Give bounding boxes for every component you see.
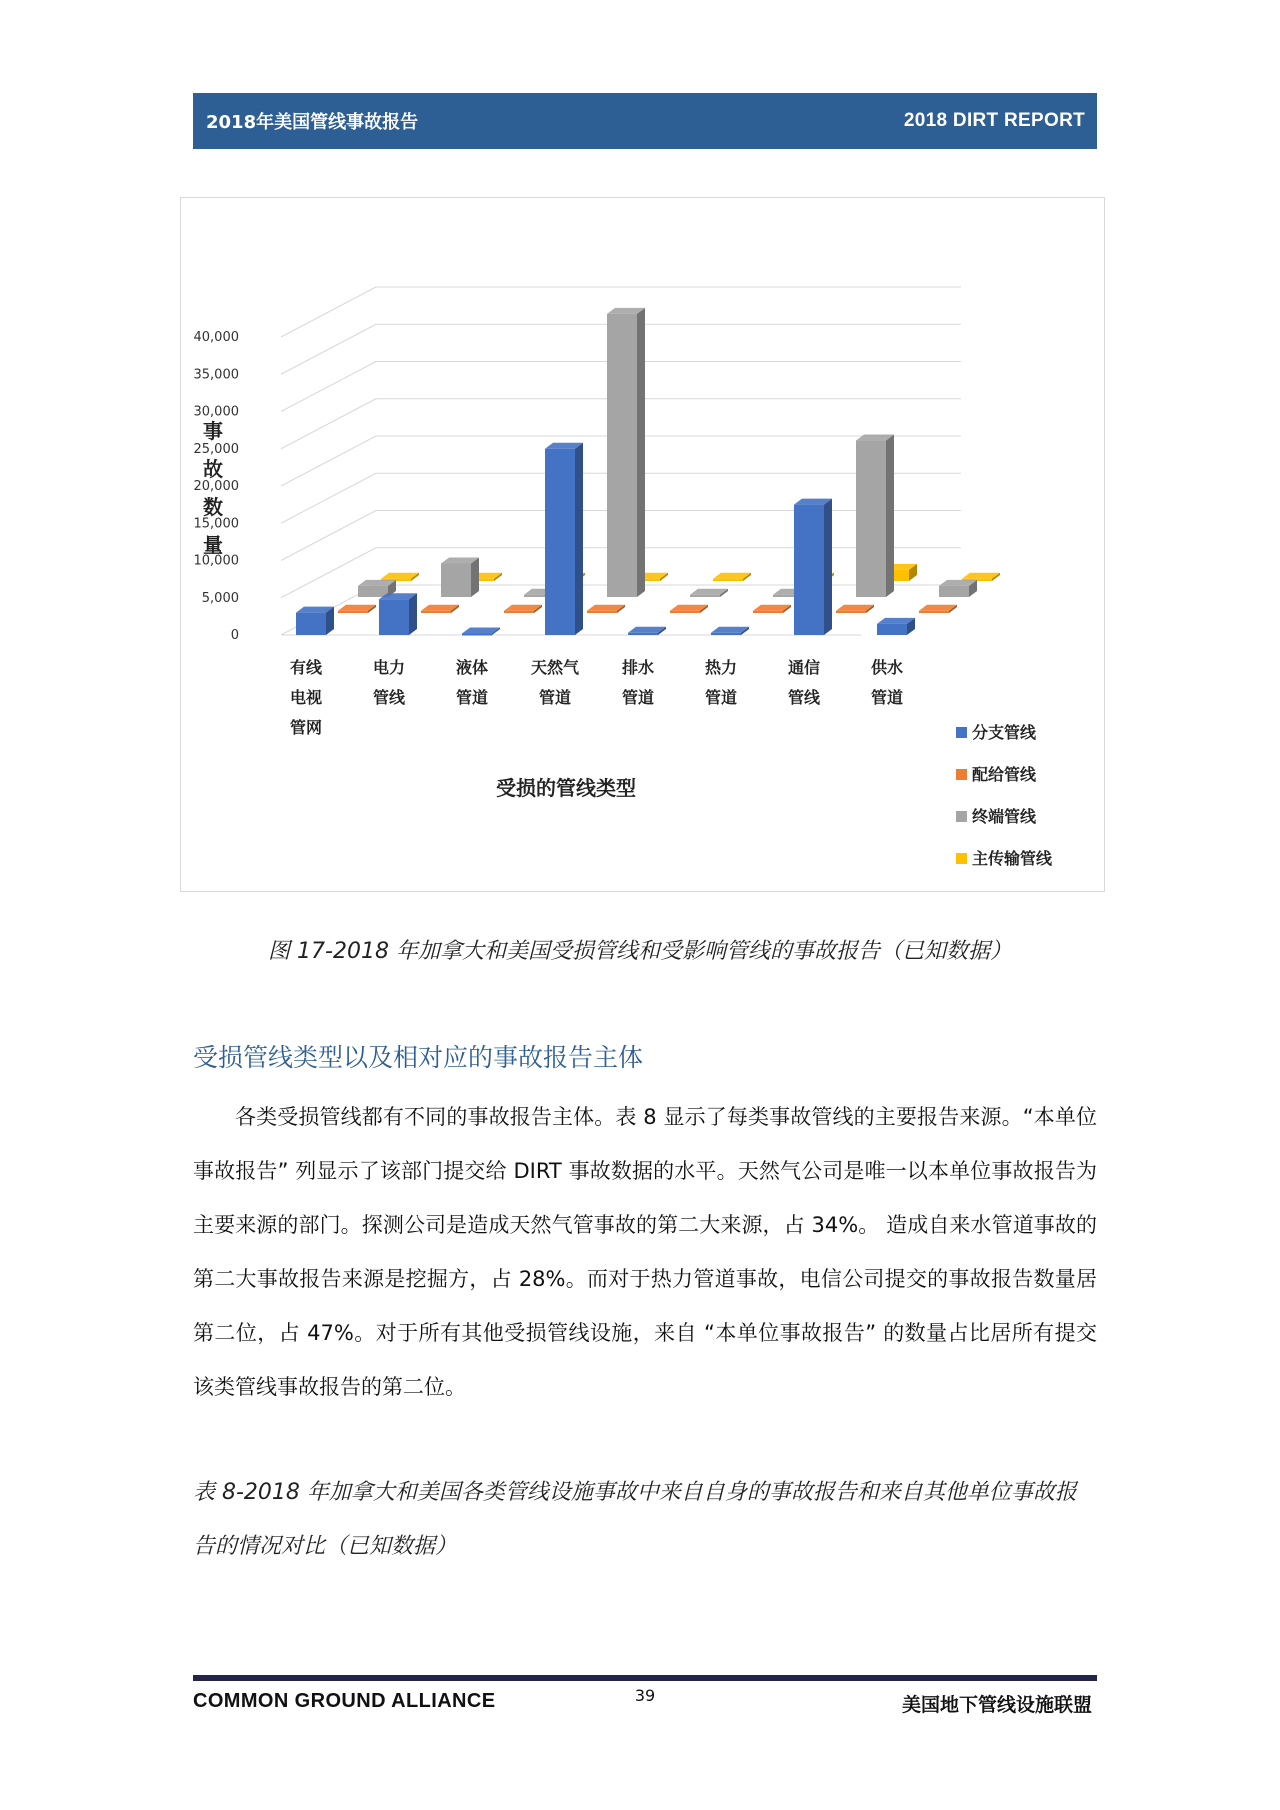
footer-organization: COMMON GROUND ALLIANCE <box>193 1690 496 1712</box>
bar-front <box>296 613 326 635</box>
y-tick-label: 15,000 <box>193 516 239 532</box>
page-number: 39 <box>634 1686 656 1705</box>
report-header-band <box>193 93 1097 149</box>
bar-front <box>379 599 409 635</box>
y-tick-label: 35,000 <box>193 367 239 383</box>
bar-front <box>713 579 743 581</box>
x-category-label: 通信 <box>787 658 821 677</box>
x-category-label: 排水 <box>621 658 655 677</box>
x-category-label: 管道 <box>870 688 904 707</box>
bar-front <box>939 586 969 597</box>
legend-swatch <box>956 727 967 738</box>
bar-front <box>441 563 471 597</box>
y-axis-label-char: 故 <box>203 457 223 481</box>
gridline-side <box>281 473 376 523</box>
legend-swatch <box>956 811 967 822</box>
bar-front <box>504 611 534 613</box>
bar-front <box>753 611 783 613</box>
x-category-label: 电力 <box>372 658 406 677</box>
legend-swatch <box>956 769 967 780</box>
bar-front <box>877 624 907 635</box>
x-category-label: 有线 <box>289 658 323 677</box>
gridline-side <box>281 324 376 374</box>
gridline-side <box>281 399 376 449</box>
x-category-label: 热力 <box>704 658 738 677</box>
y-tick-label: 10,000 <box>193 553 239 569</box>
legend-swatch <box>956 853 967 864</box>
bar-front <box>628 633 658 635</box>
bar-front <box>421 611 451 613</box>
x-axis-label: 受损的管线类型 <box>496 776 636 800</box>
y-axis-label-char: 数 <box>203 495 223 519</box>
body-text <box>193 1090 1097 1414</box>
bar-side <box>409 593 417 635</box>
gridline-side <box>281 436 376 486</box>
bar-front <box>545 449 575 635</box>
bar-front <box>836 611 866 613</box>
x-category-label: 天然气 <box>530 658 580 677</box>
legend-label: 配给管线 <box>972 765 1037 784</box>
x-category-label: 管道 <box>621 688 655 707</box>
bar-front <box>462 634 492 636</box>
bar-front <box>794 505 824 635</box>
incident-chart <box>180 197 1105 892</box>
x-category-label: 管线 <box>372 688 406 707</box>
bar-front <box>856 441 886 597</box>
y-axis-label-char: 量 <box>203 533 223 557</box>
bar-front <box>358 586 388 597</box>
header-left-title: 2018年美国管线事故报告 <box>206 112 419 133</box>
y-tick-label: 30,000 <box>193 404 239 420</box>
y-tick-label: 40,000 <box>193 330 239 345</box>
gridline-side <box>281 287 376 337</box>
legend-label: 终端管线 <box>972 807 1037 826</box>
footer-rule <box>193 1675 1097 1681</box>
x-category-label: 管道 <box>704 688 738 707</box>
y-tick-label: 0 <box>230 628 239 643</box>
header-right-title: 2018 DIRT REPORT <box>903 110 1085 131</box>
body-paragraph: 各类受损管线都有不同的事故报告主体。表 8 显示了每类事故管线的主要报告来源。“本单位事故报告” 列显示了该部门提交给 DIRT 事故数据的水平。天然气公司是唯一以本单位事故报告为主要来源的部门。探测公司是造成天然气管事故的第二大来源，占 34%。 造成自来水管道事故的第二大事故报告来源是挖掘方，占 28%。而对于热力管道事故，电信公司提交的事故报告数量居第二位，占 47%。对于所有其他受损管线设施，来自 “本单位事故报告” 的数量占比居所有提交该类管线事故报告的第二位。 <box>193 1105 1097 1399</box>
footer-organization-cn: 美国地下管线设施联盟 <box>901 1694 1092 1716</box>
x-category-label: 管网 <box>289 718 323 737</box>
section-heading: 受损管线类型以及相对应的事故报告主体 <box>193 1043 644 1072</box>
x-category-label: 管线 <box>787 688 821 707</box>
bar-side <box>575 443 583 635</box>
x-category-label: 管道 <box>455 688 489 707</box>
bar-front <box>587 611 617 613</box>
x-category-label: 电视 <box>289 688 323 707</box>
bar-side <box>471 557 479 597</box>
bar-front <box>690 595 720 597</box>
bar-side <box>886 435 894 597</box>
x-category-label: 管道 <box>538 688 572 707</box>
figure-caption: 图 17-2018 年加拿大和美国受损管线和受影响管线的事故报告（已知数据） <box>268 939 1012 964</box>
chart-svg <box>181 198 1104 891</box>
bar-side <box>637 308 645 597</box>
bar-front <box>919 611 949 613</box>
gridline-side <box>281 362 376 412</box>
x-category-label: 液体 <box>455 658 489 677</box>
legend-label: 分支管线 <box>972 723 1037 742</box>
y-tick-label: 25,000 <box>193 441 239 457</box>
gridline-side <box>281 511 376 561</box>
bar-front <box>670 611 700 613</box>
bar-front <box>607 314 637 597</box>
bar-side <box>824 499 832 635</box>
x-category-label: 供水 <box>870 658 904 677</box>
bar-front <box>711 633 741 635</box>
y-tick-label: 5,000 <box>201 590 239 606</box>
legend-label: 主传输管线 <box>972 849 1053 868</box>
y-axis-label-char: 事 <box>203 419 223 443</box>
table-caption: 表 8-2018 年加拿大和美国各类管线设施事故中来自自身的事故报告和来自其他单位事故报告的情况对比（已知数据） <box>193 1480 1077 1559</box>
bar-front <box>338 611 368 613</box>
y-tick-label: 20,000 <box>193 479 239 494</box>
